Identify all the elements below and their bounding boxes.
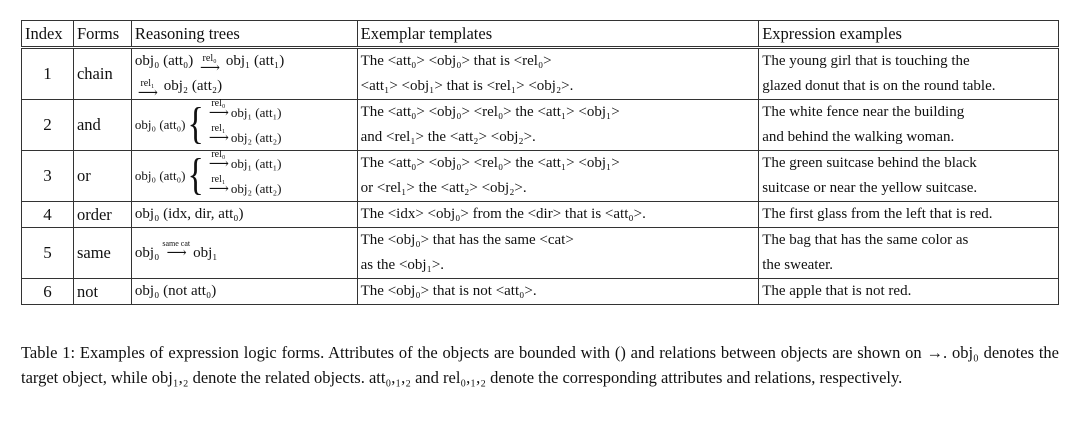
example-line: The bag that has the same color as <box>762 232 969 248</box>
expression-example <box>759 48 1059 100</box>
tree-line <box>135 74 354 99</box>
exemplar-template <box>357 48 759 100</box>
relation-arrow: same cat ⟶ <box>162 239 191 261</box>
brace-glyph: { <box>187 100 204 149</box>
row-index: 6 <box>22 279 74 305</box>
example-line: suitcase or near the yellow suitcase. <box>762 180 978 196</box>
template-line: The <obj₀> that has the same <cat> <box>360 232 574 248</box>
relation-arrow: rel₀ ⟶ <box>208 97 228 121</box>
row-form: same <box>73 228 131 279</box>
relation-label: same cat <box>162 239 191 248</box>
tree-node: obj₀ (att₀) <box>134 53 194 69</box>
relation-arrow: rel₁ ⟶ <box>208 173 228 197</box>
example-line: The green suitcase behind the black <box>762 155 977 171</box>
tree-node: obj₁ (att₁) <box>230 155 282 171</box>
relation-tree <box>134 239 354 263</box>
relation-label: rel₀ <box>202 53 217 64</box>
example-line: glazed donut that is on the round table. <box>762 78 996 94</box>
template-line: and <rel₁> the <att₂> <obj₂>. <box>360 129 536 145</box>
expression-example <box>759 151 1059 202</box>
row-index: 3 <box>22 151 74 202</box>
template-line: <att₁> <obj₁> that is <rel₁> <obj₂>. <box>360 78 574 94</box>
table-row <box>22 48 1059 100</box>
tree-node: obj₀ (att₀) <box>134 117 186 132</box>
reasoning-tree <box>131 48 357 100</box>
tree-node: obj₂ (att₂) <box>230 180 282 196</box>
relation-label: rel₀ <box>211 97 226 109</box>
tree-node: obj₁ <box>193 245 218 261</box>
relation-arrow: rel₀ ⟶ <box>200 53 220 76</box>
table-row <box>22 228 1059 279</box>
row-form: order <box>73 202 131 228</box>
tree-node: obj₁ (att₁) <box>225 53 285 69</box>
reasoning-tree <box>131 97 357 151</box>
tree-node: obj₀ (att₀) <box>134 168 186 183</box>
row-index: 5 <box>22 228 74 279</box>
header-exemplar-templates: Exemplar templates <box>357 21 759 48</box>
template-line: as the <obj₁>. <box>360 257 445 273</box>
template-line: The <att₀> <obj₀> <rel₀> the <att₁> <obj₁> <box>360 155 620 171</box>
header-expression-examples: Expression examples <box>759 21 1059 48</box>
exemplar-template: The <obj₀> that is not <att₀>. <box>357 279 759 305</box>
header-reasoning-trees: Reasoning trees <box>131 21 357 48</box>
reasoning-tree <box>131 148 357 202</box>
table-row <box>22 202 1059 228</box>
row-form: or <box>73 151 131 202</box>
row-form: not <box>73 279 131 305</box>
template-line: The <att₀> <obj₀> <rel₀> the <att₁> <obj₁> <box>360 104 620 120</box>
row-index: 2 <box>22 100 74 151</box>
table-row <box>22 100 1059 151</box>
example-line: and behind the walking woman. <box>762 129 955 145</box>
relation-arrow: rel₁ ⟶ <box>208 122 228 146</box>
expression-example <box>759 228 1059 279</box>
row-form: and <box>73 100 131 151</box>
table-row <box>22 151 1059 202</box>
relation-label: rel₀ <box>211 148 226 160</box>
expression-example <box>759 100 1059 151</box>
reasoning-tree: obj₀ (idx, dir, att₀) <box>131 202 357 228</box>
caption-text: Examples of expression logic forms. Attributes of the objects are bounded with () and relations between objects are shown on →. obj₀ denotes the target object, while obj₁,₂ denote the related objects. att₀,₁,₂ and rel₀,₁,₂ denote the corresponding attributes and relations, respectively. <box>21 343 1059 387</box>
expression-example: The apple that is not red. <box>759 279 1059 305</box>
reasoning-tree: obj₀ (not att₀) <box>131 279 357 305</box>
example-line: The young girl that is touching the <box>762 53 970 69</box>
header-forms: Forms <box>73 21 131 48</box>
table-row <box>22 279 1059 305</box>
template-line: The <att₀> <obj₀> that is <rel₀> <box>360 53 552 69</box>
exemplar-template <box>357 151 759 202</box>
tree-node: obj₀ <box>134 245 160 261</box>
relation-label: rel₁ <box>140 78 155 89</box>
example-line: the sweater. <box>762 257 834 273</box>
relation-label: rel₁ <box>211 173 226 185</box>
tree-line <box>135 49 354 74</box>
example-line: The white fence near the building <box>762 104 965 120</box>
brace-glyph: { <box>187 151 204 200</box>
header-index: Index <box>22 21 74 48</box>
exemplar-template <box>357 228 759 279</box>
table-header-row <box>22 21 1059 48</box>
relation-label: rel₁ <box>211 122 226 134</box>
relation-arrow: rel₀ ⟶ <box>208 148 228 172</box>
table-caption <box>21 340 1059 390</box>
expression-example: The first glass from the left that is red. <box>759 202 1059 228</box>
template-line: or <rel₁> the <att₂> <obj₂>. <box>360 180 527 196</box>
tree-node: obj₁ (att₁) <box>230 104 282 120</box>
branching-tree <box>134 148 354 201</box>
row-index: 4 <box>22 202 74 228</box>
tree-node: obj₂ (att₂) <box>163 78 223 94</box>
branching-tree <box>134 97 354 150</box>
exemplar-template <box>357 100 759 151</box>
caption-label: Table 1: <box>21 343 76 362</box>
tree-node: obj₂ (att₂) <box>230 129 282 145</box>
exemplar-template: The <idx> <obj₀> from the <dir> that is <att₀>. <box>357 202 759 228</box>
row-index: 1 <box>22 48 74 100</box>
relation-arrow: rel₁ ⟶ <box>137 78 157 101</box>
reasoning-tree <box>131 228 357 279</box>
row-form: chain <box>73 48 131 100</box>
logic-forms-table <box>21 20 1059 305</box>
